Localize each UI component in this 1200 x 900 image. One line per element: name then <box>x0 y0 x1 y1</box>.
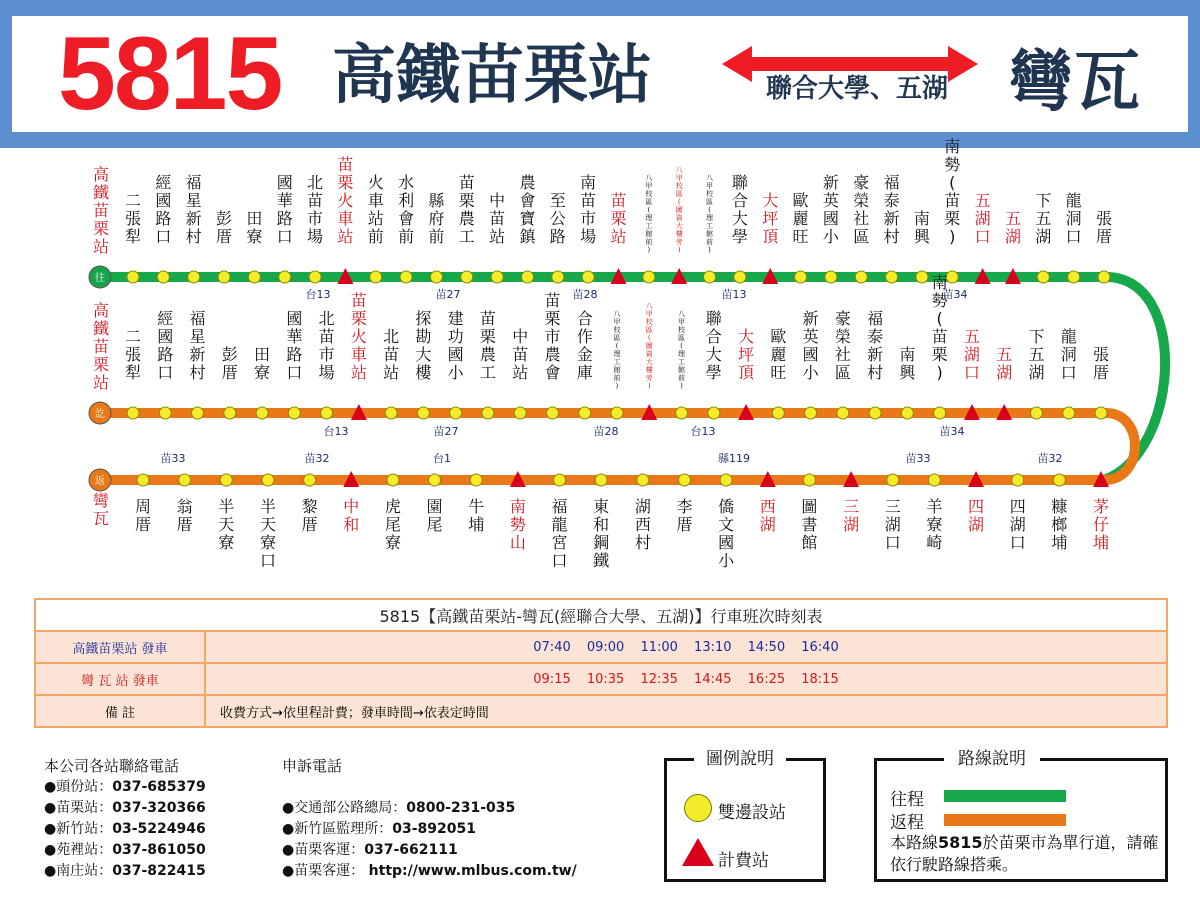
stop-label: 新英國小 <box>822 173 839 246</box>
stop-label: 糠榔埔 <box>1051 497 1068 552</box>
stop-icon <box>582 271 594 283</box>
stop-label: 西湖 <box>759 497 776 534</box>
stop-icon <box>901 407 913 419</box>
stop-icon <box>805 407 817 419</box>
stop-label: 八甲校區(圖資大樓旁) <box>645 302 653 390</box>
stop-label: 八甲校區(理工館前) <box>645 174 653 254</box>
red-triangle-icon <box>682 838 714 866</box>
website-link[interactable]: http://www.mlbus.com.tw/ <box>368 863 577 879</box>
stop-icon <box>579 407 591 419</box>
road-label: 苗34 <box>939 425 965 438</box>
stop-icon <box>643 271 655 283</box>
stop-icon <box>772 407 784 419</box>
list-item: ●苗栗站：037-320366 <box>44 800 206 816</box>
stop-icon <box>127 271 139 283</box>
stop-label: 經國路口 <box>155 173 172 246</box>
stop-label: 聯合大學 <box>705 309 722 382</box>
stop-label: 圖書館 <box>801 497 818 552</box>
stop-icon <box>704 271 716 283</box>
stop-icon <box>387 474 399 486</box>
stop-icon <box>192 407 204 419</box>
stop-icon <box>470 474 482 486</box>
yellow-circle-icon <box>684 794 712 822</box>
timetable-row <box>35 663 1167 695</box>
stop-label: 周厝 <box>134 497 152 534</box>
road-label: 台1 <box>433 452 451 465</box>
times-origin: 07:40 09:00 11:00 13:10 14:50 16:40 <box>205 631 1167 663</box>
stop-label: 至公路 <box>549 191 566 246</box>
stop-label: 福泰新村 <box>883 173 900 246</box>
row-label-origin: 高鐵苗栗站 發車 <box>35 631 205 663</box>
outbound-line-swatch <box>944 790 1066 802</box>
stop-label: 國華路口 <box>286 309 303 382</box>
stop-label: 苗栗農工 <box>458 173 475 246</box>
stop-label: 南勢山 <box>509 497 526 552</box>
stop-label: 農會寶鎮 <box>519 173 536 246</box>
road-label: 苗28 <box>572 288 598 301</box>
stop-label: 大坪頂 <box>762 191 779 246</box>
stop-icon <box>1068 271 1080 283</box>
header-panel <box>12 16 1188 132</box>
stop-label: 下五湖 <box>1028 327 1045 382</box>
road-label: 苗27 <box>433 425 459 438</box>
stop-label: 中苗站 <box>512 327 529 382</box>
stop-icon <box>188 271 200 283</box>
stop-label: 八甲校區(理工館前) <box>706 174 714 254</box>
stop-icon <box>218 271 230 283</box>
stop-icon <box>1095 407 1107 419</box>
stop-icon <box>417 407 429 419</box>
stop-label: 南興 <box>899 345 916 382</box>
stop-label: 湖西村 <box>634 497 651 552</box>
times-destination: 09:15 10:35 12:35 14:45 16:25 18:15 <box>205 663 1167 695</box>
stop-icon <box>1063 407 1075 419</box>
tag-label: 訖 <box>95 409 105 420</box>
stop-label: 歐麗旺 <box>770 327 787 382</box>
stop-label: 南勢(苗栗) <box>931 273 948 382</box>
stop-label: 彭厝 <box>216 209 233 246</box>
stop-label: 三湖口 <box>884 497 901 552</box>
stop-label: 彭厝 <box>221 345 238 382</box>
stop-label: 李厝 <box>676 497 693 534</box>
road-label: 苗32 <box>304 452 330 465</box>
row-label-notes: 備 註 <box>35 695 205 727</box>
legend-stop-label: 雙邊設站 <box>718 803 786 823</box>
stop-label: 五湖 <box>996 345 1013 382</box>
stop-label: 苗栗市農會 <box>544 291 561 382</box>
route-number: 5815 <box>58 16 282 132</box>
stop-label: 福泰新村 <box>867 309 884 382</box>
stop-label: 八甲校區(圖資大樓旁) <box>675 166 683 254</box>
stop-label: 僑文國小 <box>718 497 735 570</box>
stop-icon <box>137 474 149 486</box>
stop-label: 五湖 <box>1004 209 1021 246</box>
stop-icon <box>916 271 928 283</box>
stop-label: 苗栗火車站 <box>337 155 354 246</box>
return-end-label: 彎瓦 <box>92 491 110 528</box>
stop-label: 探勘大樓 <box>415 309 432 382</box>
stop-label: 茅仔埔 <box>1092 497 1110 552</box>
timetable-row <box>35 695 1167 727</box>
return-line-swatch <box>944 814 1066 826</box>
stop-icon <box>400 271 412 283</box>
return-route-line <box>100 413 1135 480</box>
stop-icon <box>720 474 732 486</box>
list-item: ●苑裡站：037-861050 <box>44 842 206 858</box>
stop-icon <box>708 407 720 419</box>
list-item: ●新竹站：03-5224946 <box>44 821 206 837</box>
stop-icon <box>1037 271 1049 283</box>
stop-icon <box>837 407 849 419</box>
stop-label: 翁厝 <box>176 497 193 534</box>
stop-label: 四湖 <box>968 497 985 534</box>
stop-icon <box>224 407 236 419</box>
stop-label: 苗栗站 <box>610 191 627 246</box>
stop-label: 北苗市場 <box>307 173 324 246</box>
road-label: 縣119 <box>718 452 750 465</box>
road-label: 苗28 <box>593 425 619 438</box>
stop-label: 苗栗火車站 <box>350 291 367 382</box>
stop-label: 四湖口 <box>1009 497 1026 552</box>
stop-label: 二張犁 <box>124 191 142 246</box>
stop-label: 建功國小 <box>447 309 464 382</box>
list-item: ●苗栗客運： http://www.mlbus.com.tw/ <box>282 863 577 879</box>
road-label: 台13 <box>690 425 716 438</box>
route-note: 本路線5815於苗栗市為單行道，請確依行駛路線搭乘。 <box>890 833 1159 874</box>
road-label: 苗34 <box>942 288 968 301</box>
stop-label: 福龍宮口 <box>551 497 568 570</box>
stop-icon <box>220 474 232 486</box>
stop-label: 福星新村 <box>185 173 202 246</box>
outbound-label: 往程 <box>890 790 924 810</box>
stop-icon <box>552 271 564 283</box>
stop-label: 國華路口 <box>276 173 293 246</box>
contacts-heading: 本公司各站聯絡電話 <box>44 757 180 775</box>
stop-icon <box>611 407 623 419</box>
stop-label: 龍洞口 <box>1065 191 1082 246</box>
stop-label: 五湖口 <box>974 191 991 246</box>
stop-label: 園尾 <box>426 497 443 534</box>
stop-label: 下五湖 <box>1035 191 1052 246</box>
road-label: 苗27 <box>435 288 461 301</box>
stop-label: 中苗站 <box>489 191 506 246</box>
road-label: 苗33 <box>160 452 186 465</box>
stop-label: 田寮 <box>254 345 271 382</box>
row-label-destination: 彎 瓦 站 發車 <box>35 663 205 695</box>
list-item: ●新竹區監理所：03-892051 <box>282 821 476 837</box>
stop-icon <box>461 271 473 283</box>
stop-label: 半天寮 <box>218 497 235 552</box>
list-item: ●南庄站：037-822415 <box>44 863 206 879</box>
stop-icon <box>734 271 746 283</box>
return-label: 返程 <box>890 813 924 833</box>
stop-label: 水利會前 <box>398 173 415 246</box>
road-label: 台13 <box>323 425 349 438</box>
stop-icon <box>546 407 558 419</box>
header-banner <box>0 0 1200 148</box>
stop-icon <box>676 407 688 419</box>
stop-label: 八甲校區(理工館前) <box>678 310 686 390</box>
stop-icon <box>482 407 494 419</box>
start-station-label: 高鐵苗栗站 <box>92 165 110 256</box>
legend-title: 圖例說明 <box>694 744 786 769</box>
stop-icon <box>279 271 291 283</box>
stop-icon <box>288 407 300 419</box>
stop-icon <box>855 271 867 283</box>
notes-text: 收費方式→依里程計費；發車時間→依表定時間 <box>205 695 1167 727</box>
timetable-header-row <box>35 599 1167 631</box>
stop-icon <box>127 407 139 419</box>
stop-icon <box>370 271 382 283</box>
stop-icon <box>179 474 191 486</box>
route-map <box>0 137 1200 593</box>
stop-icon <box>946 271 958 283</box>
stop-icon <box>450 407 462 419</box>
stop-icon <box>1030 407 1042 419</box>
stop-label: 東和鋼鐵 <box>593 497 610 570</box>
stop-icon <box>157 271 169 283</box>
stop-label: 牛埔 <box>468 497 485 534</box>
stop-icon <box>1012 474 1024 486</box>
stop-icon <box>309 271 321 283</box>
stop-icon <box>803 474 815 486</box>
stop-label: 張厝 <box>1092 345 1110 382</box>
stop-label: 中和 <box>343 497 360 534</box>
stop-label: 半天寮口 <box>259 497 276 570</box>
via-text: 聯合大學、五湖 <box>766 74 949 104</box>
stop-label: 南勢(苗栗) <box>944 137 961 246</box>
list-item: ●交通部公路總局：0800-231-035 <box>282 800 516 816</box>
complaints-heading: 申訴電話 <box>282 757 343 775</box>
stop-icon <box>1053 474 1065 486</box>
stop-icon <box>637 474 649 486</box>
stop-icon <box>248 271 260 283</box>
stop-icon <box>256 407 268 419</box>
stop-icon <box>304 474 316 486</box>
tag-label: 返 <box>95 476 105 487</box>
stop-label: 縣府前 <box>428 191 445 246</box>
timetable <box>34 598 1168 728</box>
stop-icon <box>491 271 503 283</box>
origin-title: 高鐵苗栗站 <box>332 39 652 113</box>
tag-label: 往 <box>95 273 105 284</box>
stop-label: 北苗站 <box>383 327 400 382</box>
list-item: ●頭份站：037-685379 <box>44 779 206 795</box>
stop-icon <box>1098 271 1110 283</box>
stop-label: 火車站前 <box>367 173 384 246</box>
stop-icon <box>262 474 274 486</box>
station-contacts <box>44 756 206 882</box>
stop-icon <box>678 474 690 486</box>
road-label: 苗33 <box>905 452 931 465</box>
stop-label: 八甲校區(理工館前) <box>613 310 621 390</box>
stop-label: 經國路口 <box>157 309 174 382</box>
stop-label: 苗栗農工 <box>479 309 496 382</box>
start-station-label: 高鐵苗栗站 <box>92 301 110 392</box>
stop-icon <box>934 407 946 419</box>
timetable-row <box>35 631 1167 663</box>
stop-icon <box>595 474 607 486</box>
stop-label: 聯合大學 <box>731 173 748 246</box>
timetable-title: 5815【高鐵苗栗站-彎瓦(經聯合大學、五湖)】行車班次時刻表 <box>35 599 1167 631</box>
stop-icon <box>869 407 881 419</box>
stop-label: 北苗市場 <box>318 309 335 382</box>
stop-icon <box>429 474 441 486</box>
road-label: 苗13 <box>721 288 747 301</box>
stop-icon <box>159 407 171 419</box>
stop-label: 虎尾寮 <box>384 497 401 552</box>
road-label: 苗32 <box>1037 452 1063 465</box>
destination-title: 彎瓦 <box>1008 43 1140 120</box>
stop-label: 豪榮社區 <box>834 309 851 382</box>
stop-label: 豪榮社區 <box>853 173 870 246</box>
stop-label: 新英國小 <box>802 309 819 382</box>
stop-label: 大坪頂 <box>738 327 755 382</box>
stop-icon <box>521 271 533 283</box>
stop-label: 南興 <box>913 209 930 246</box>
stop-label: 三湖 <box>843 497 860 534</box>
stop-label: 田寮 <box>246 209 263 246</box>
stop-icon <box>928 474 940 486</box>
stop-label: 合作金庫 <box>576 309 593 382</box>
stop-label: 歐麗旺 <box>792 191 809 246</box>
route-info-title: 路線說明 <box>944 744 1040 769</box>
list-item: ●苗栗客運：037-662111 <box>282 842 458 858</box>
stop-label: 五湖口 <box>963 327 980 382</box>
stop-icon <box>514 407 526 419</box>
stop-label: 龍洞口 <box>1060 327 1077 382</box>
stop-icon <box>321 407 333 419</box>
stop-label: 張厝 <box>1095 209 1113 246</box>
complaint-contacts <box>282 756 577 882</box>
road-label: 台13 <box>305 288 331 301</box>
stop-icon <box>886 271 898 283</box>
stop-label: 福星新村 <box>189 309 206 382</box>
stop-label: 南苗市場 <box>580 173 597 246</box>
stop-icon <box>825 271 837 283</box>
stop-label: 二張犁 <box>124 327 142 382</box>
stop-label: 羊寮崎 <box>926 497 943 552</box>
stop-icon <box>795 271 807 283</box>
stop-icon <box>554 474 566 486</box>
legend-fare-label: 計費站 <box>718 851 769 871</box>
stop-icon <box>430 271 442 283</box>
stop-icon <box>385 407 397 419</box>
stop-icon <box>887 474 899 486</box>
stop-label: 黎厝 <box>301 497 318 534</box>
